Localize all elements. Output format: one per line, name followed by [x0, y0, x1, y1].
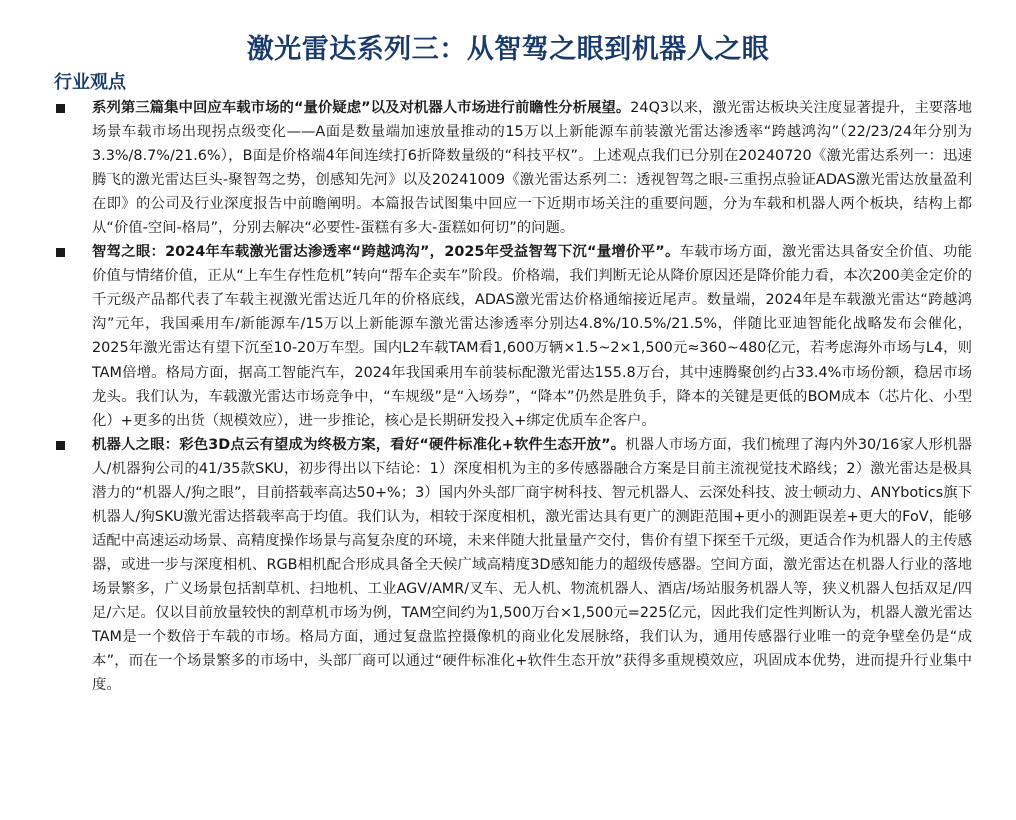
square-bullet-icon	[56, 441, 65, 450]
bullet-body: 车载市场方面，激光雷达具备安全价值、功能价值与情绪价值，正从“上车生存性危机”转向“帮车企卖车”阶段。价格端，我们判断无论从降价原因还是降价能力看，本次200美金定价的千元级产品都代表了车载主视激光雷达近几年的价格底线，ADAS激光雷达价格通缩接近尾声。数量端，2024年是车载激光雷达“跨越鸿沟”元年，我国乘用车/新能源车/15万以上新能源车激光雷达渗透率分别达4.8%/10.5%/21.5%，伴随比亚迪智能化战略发布会催化，2025年激光雷达有望下沉至10-20万车型。国内L2车载TAM看1,600万辆×1.5~2×1,500元≈360~480亿元，若考虑海外市场与L4，则TAM倍增。格局方面，据高工智能汽车，2024年我国乘用车前装标配激光雷达155.8万台，其中速腾聚创约占33.4%市场份额，稳居市场龙头。我们认为，车载激光雷达市场竞争中，“车规级”是“入场券”，“降本”仍然是胜负手，降本的关键是更低的BOM成本（芯片化、小型化）+更多的出货（规模效应），进一步推论，核心是长期研发投入+绑定优质车企客户。	[92, 244, 972, 429]
bullet-lead: 智驾之眼：2024年车载激光雷达渗透率“跨越鸿沟”，2025年受益智驾下沉“量增价平”。	[92, 244, 680, 261]
square-bullet-icon	[56, 248, 65, 257]
bullet-lead: 机器人之眼：彩色3D点云有望成为终极方案，看好“硬件标准化+软件生态开放”。	[92, 436, 626, 453]
page-title: 激光雷达系列三：从智驾之眼到机器人之眼	[246, 34, 770, 66]
bullet-item-robot-eye	[54, 433, 972, 698]
bullet-lead: 系列第三篇集中回应车载市场的“量价疑虑”以及对机器人市场进行前瞻性分析展望。	[92, 100, 631, 116]
bullet-item-autodrive-eye	[54, 240, 972, 432]
section-heading: 行业观点	[54, 72, 126, 93]
bullet-body: 24Q3以来，激光雷达板块关注度显著提升，主要落地场景车载市场出现拐点级变化——A面是数量端加速放量推动的15万以上新能源车前装激光雷达渗透率“跨越鸿沟”（22/23/24年分别为3.3%/8.7%/21.6%），B面是价格端4年间连续打6折降数量级的“科技平权”。上述观点我们已分别在20240720《激光雷达系列一：迅速腾飞的激光雷达巨头-聚智驾之势，创感知先河》以及20241009《激光雷达系列二：透视智驾之眼-三重拐点验证ADAS激光雷达放量盈利在即》的公司及行业深度报告中前瞻阐明。本篇报告试图集中回应一下近期市场关注的重要问题，分为车载和机器人两个板块，结构上都从“价值-空间-格局”，分别去解决“必要性-蛋糕有多大-蛋糕如何切”的问题。	[92, 100, 972, 237]
bullet-body: 机器人市场方面，我们梳理了海内外30/16家人形机器人/机器狗公司的41/35款SKU，初步得出以下结论：1）深度相机为主的多传感器融合方案是目前主流视觉技术路线；2）激光雷达是极具潜力的“机器人/狗之眼”，目前搭载率高达50+%；3）国内外头部厂商宇树科技、智元机器人、云深处科技、波士顿动力、ANYbotics旗下机器人/狗SKU激光雷达搭载率高于均值。我们认为，相较于深度相机，激光雷达具有更广的测距范围+更小的测距误差+更大的FoV，能够适配中高速运动场景、高精度操作场景与高复杂度的环境，未来伴随大批量量产交付，售价有望下探至千元级，更适合作为机器人的主传感器，或进一步与深度相机、RGB相机配合形成具备全天候广域高精度3D感知能力的超级传感器。空间方面，激光雷达在机器人行业的落地场景繁多，广义场景包括割草机、扫地机、工业AGV/AMR/叉车、无人机、物流机器人、酒店/场站服务机器人等，狭义机器人包括双足/四足/六足。仅以目前放量较快的割草机市场为例，TAM空间约为1,500万台×1,500元=225亿元，因此我们定性判断认为，机器人激光雷达TAM是一个数倍于车载的市场。格局方面，通过复盘监控摄像机的商业化发展脉络，我们认为，通用传感器行业唯一的竞争壁垒仍是“成本”，而在一个场景繁多的市场中，头部厂商可以通过“硬件标准化+软件生态开放”获得多重规模效应，巩固成本优势，进而提升行业集中度。	[92, 436, 972, 694]
bullet-item-vehicle-and-robot-overview	[54, 96, 972, 240]
square-bullet-icon	[56, 104, 65, 113]
viewpoint-list	[54, 96, 972, 697]
